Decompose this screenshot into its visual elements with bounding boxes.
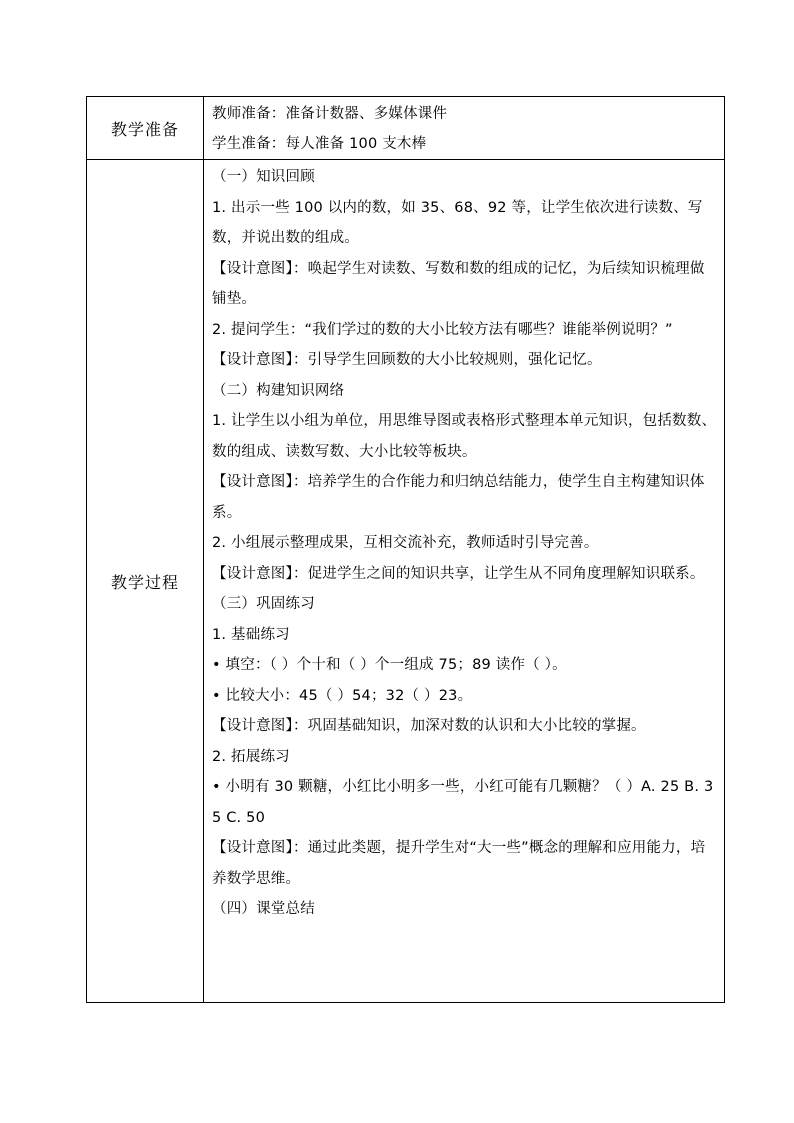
design-intent: 【设计意图】：培养学生的合作能力和归纳总结能力，使学生自主构建知识体系。 [212,474,705,521]
section-heading-knowledge-network: （二）构建知识网络 [212,382,345,399]
process-step: 1. 让学生以小组为单位，用思维导图或表格形式整理本单元知识，包括数数、数的组成、读数写数、大小比较等板块。 [212,413,717,460]
exercise-item: • 小明有 30 颗糖，小红比小明多一些，小红可能有几颗糖？（ ）A. 25 B. 35 C. 50 [212,779,714,826]
teaching-prep-content [204,97,725,160]
lesson-plan-table [86,96,725,1003]
section-heading-summary: （四）课堂总结 [212,901,315,917]
exercise-item: • 填空：（ ）个十和（ ）个一组成 75；89 读作（ ）。 [212,657,567,673]
teaching-process-label: 教学过程 [87,160,204,1003]
process-step: 2. 小组展示整理成果，互相交流补充，教师适时引导完善。 [212,535,599,551]
teaching-process-content [204,160,725,1003]
process-step: 2. 拓展练习 [212,748,290,765]
section-heading-practice: （三）巩固练习 [212,596,315,612]
design-intent: 【设计意图】：唤起学生对读数、写数和数的组成的记忆，为后续知识梳理做铺垫。 [212,260,705,307]
process-step: 1. 出示一些 100 以内的数，如 35、68、92 等，让学生依次进行读数、写数，并说出数的组成。 [212,199,703,246]
teaching-process-row [87,160,725,1003]
section-heading-review: （一）知识回顾 [212,169,315,185]
exercise-item: • 比较大小：45（ ）54；32（ ）23。 [212,687,473,704]
design-intent: 【设计意图】：通过此类题，提升学生对“大一些”概念的理解和应用能力，培养数学思维。 [212,840,706,887]
process-step: 1. 基础练习 [212,626,290,643]
teaching-prep-label: 教学准备 [87,97,204,160]
teacher-prep-line: 教师准备：准备计数器、多媒体课件 [212,106,448,122]
design-intent: 【设计意图】：引导学生回顾数的大小比较规则，强化记忆。 [212,352,602,368]
teaching-prep-row [87,97,725,160]
design-intent: 【设计意图】：促进学生之间的知识共享，让学生从不同角度理解知识联系。 [212,565,705,582]
design-intent: 【设计意图】：巩固基础知识，加深对数的认识和大小比较的掌握。 [212,718,646,734]
student-prep-line: 学生准备：每人准备 100 支木棒 [212,136,427,152]
process-step: 2. 提问学生：“我们学过的数的大小比较方法有哪些？谁能举例说明？” [212,321,673,338]
